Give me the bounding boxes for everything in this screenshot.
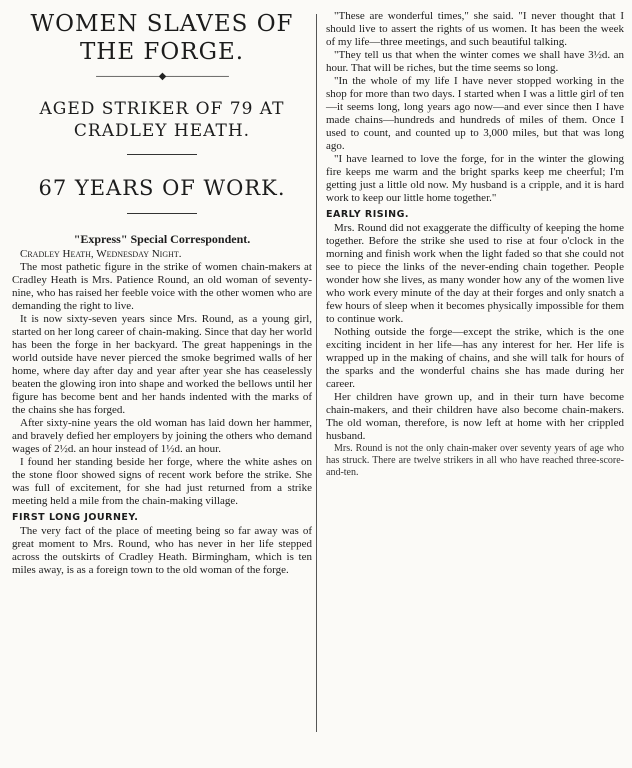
divider-rule-2 [127,213,197,214]
paragraph: Mrs. Round is not the only chain-maker over seventy years of age who has struck. There are twelve strikers in all who have reached three-score-and-ten. [326,443,624,478]
dateline [12,248,312,261]
byline: "Express" Special Correspondent. [73,232,251,246]
paragraph: The most pathetic figure in the strike of women chain-makers at Cradley Heath is Mrs. Patience Round, an old woman of seventy-nine, who has raised her feeble voice with the other women who are demanding the right to live. [12,261,312,312]
paragraph: "They tell us that when the winter comes we shall have 3½d. an hour. That will be riches, but the time seems so long. [326,49,624,74]
headline-main: WOMEN SLAVES OF THE FORGE. [30,11,294,65]
paragraph: I found her standing beside her forge, where the white ashes on the stone floor showed signs of recent work before the strike. She was full of excitement, for she had just returned from a strike meeting held a mile from the chain-making village. [12,456,312,507]
left-column [12,10,312,728]
paragraph: Nothing outside the forge—except the strike, which is the one exciting incident in her life—has any interest for her. Her life is wrapped up in the making of chains, and she will talk for hours of the sparks and the wonderful chains she has made during her career. [326,326,624,390]
paragraph: "I have learned to love the forge, for in the winter the glowing fire keeps me warm and the bright sparks keep me cheerful; I'm getting just a little old now. My husband is a cripple, and it is hard work to keep our little home together." [326,153,624,204]
dateline-text: Cradley Heath, Wednesday Night. [20,248,182,260]
article-body-left [12,248,312,577]
paragraph: The very fact of the place of meeting being so far away was of great moment to Mrs. Round, who has never in her life stepped across the outskirts of Cradley Heath. Birmingham, which is ten miles away, is as a foreign town to the old woman of the forge. [12,525,312,576]
column-divider [316,14,317,732]
subhead-first-long-journey: FIRST LONG JOURNEY. [12,512,139,523]
paragraph: "These are wonderful times," she said. "I never thought that I should live to assert the rights of us women. It has been the week of my life—three meetings, and such beautiful talking. [326,10,624,48]
ornament-rule: ———————◆——————— [95,71,229,82]
article-body-right [326,10,624,443]
paragraph: After sixty-nine years the old woman has laid down her hammer, and bravely defied her employers by joining the others who demand wages of 2½d. an hour instead of 1½d. an hour. [12,417,312,455]
paragraph: Her children have grown up, and in their turn have become chain-makers, and their children have also become chain-makers. The old woman, therefore, is now left at home with her crippled husband. [326,391,624,442]
headline-third: 67 YEARS OF WORK. [38,176,286,200]
paragraph: "In the whole of my life I have never stopped working in the shop for more than two days. I started when I was a little girl of ten—it seems long, long years ago now—and ever since then I have made chains—hundreds and hundreds of miles of them. Once I used to count, and counted up to 3,000 miles, but that was long ago. [326,75,624,152]
paragraph: Mrs. Round did not exaggerate the difficulty of keeping the home together. Before the strike she used to rise at four o'clock in the morning and finish work when the light faded so that she could not see to piece the links of the never-ending chain together. People wonder how she lives, as many wonder how any of the women live who work every minute of the day at their forges and only snatch a few hours of sleep when it becomes physically impossible for them to continue work. [326,222,624,325]
subhead-early-rising: EARLY RISING. [326,209,410,220]
divider-rule [127,154,197,155]
headline-sub: AGED STRIKER OF 79 AT CRADLEY HEATH. [39,99,285,141]
paragraph: It is now sixty-seven years since Mrs. Round, as a young girl, started on her long career of chain-making. Since that day her world has been the forge in her backyard. The great happenings in the world outside have never pierced the smoke begrimed walls of her home, where day after day and year after year she has ceaselessly beaten the glowing iron into shape and worked the bellows until her figure has become bent and her hands indented with the marks of the chains she has forged. [12,313,312,416]
right-column [326,10,624,728]
article-body-right-end [326,443,624,479]
